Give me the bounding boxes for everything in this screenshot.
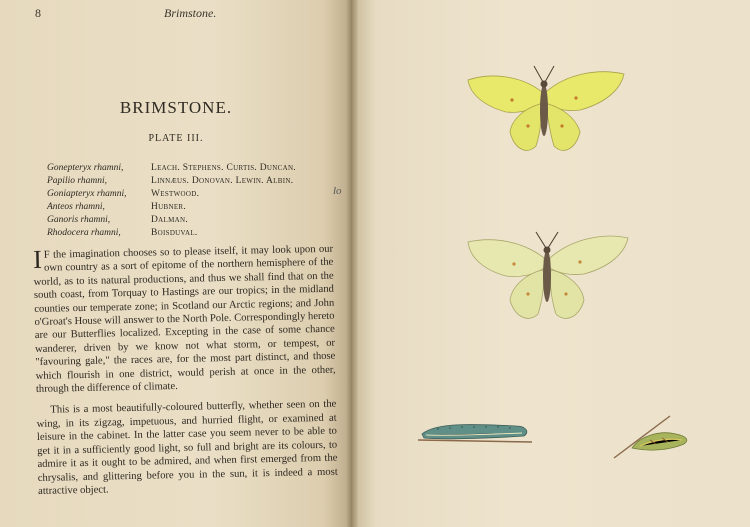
paragraph-text: F the imagination chooses so to please itself, it may look upon our own country as a sort of epitome of the northern hemisphere of the world, as to its natural productions, and thus we shall find that on the south coast, from Torquay to Hastings are our tropics; in the midland counties our temperate zone; in Scotland our Arctic regions; and John o'Groat's House will answer to the North Pole. Correspondingly hereto are our Butterflies localized. Excepting in the case of some chance wanderer, driven by we know not what storm, or tempest, or "favouring gale," the races are, for the most part distinct, and those which flourish in one district, would perish at once in the other, through the difference of climate. [33,243,336,396]
drop-cap: I [32,244,43,274]
synonym-latin: Ganoris rhamni, [47,215,111,225]
left-page [0,0,352,527]
male-brimstone-butterfly [462,62,626,162]
plate-label: PLATE III. [148,133,204,144]
book-gutter [346,0,358,527]
pencil-margin-mark: lo [333,185,342,197]
caterpillar [416,418,534,448]
female-brimstone-butterfly [464,228,630,328]
synonym-authors: Dalman. [151,215,189,225]
synonym-row [47,227,296,240]
page-title: BRIMSTONE. [119,98,233,117]
page-number: 8 [35,6,41,20]
synonym-authors: Boisduval. [151,228,198,238]
paragraph: This is a most beautifully-coloured butterfly, whether seen on the wing, in its zigzag, impetuous, and hurried flight, or examined at leisure in the cabinet. In the latter case you seem never to be able to get it in a sufficiently good light, so full and bright are its colours, to admire it as it ought to be admired, and when first emerged from the chrysalis, and glittering before you in the sun, it is indeed a most attractive object. [36,399,338,497]
running-head: Brimstone. [164,6,217,20]
synonymy-list [47,162,296,240]
synonym-row [47,201,296,214]
synonym-authors: Leach. Stephens. Curtis. Duncan. [151,163,296,173]
synonym-row [47,188,296,201]
body-text [33,243,338,499]
synonym-authors: Westwood. [151,189,200,199]
synonym-latin: Anteos rhamni, [47,202,105,212]
synonym-authors: Hubner. [151,202,187,212]
synonym-latin: Rhodocera rhamni, [47,228,121,238]
synonym-latin: Gonepteryx rhamni, [47,163,124,173]
synonym-row [47,214,296,227]
synonym-latin: Goniapteryx rhamni, [47,189,127,199]
chrysalis [610,410,694,462]
synonym-row [47,175,296,188]
synonym-authors: Linnæus. Donovan. Lewin. Albin. [151,176,294,186]
synonym-latin: Papilio rhamni, [47,176,107,186]
right-page-plate [352,0,750,527]
paragraph [33,243,336,397]
synonym-row [47,162,296,175]
